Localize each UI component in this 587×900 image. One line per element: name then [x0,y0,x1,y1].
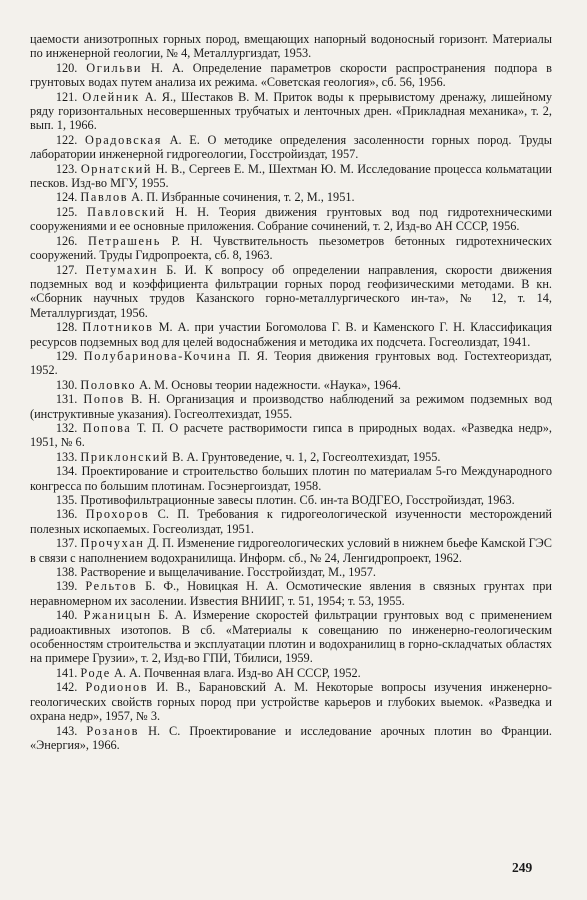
reference-number: 142. [55,680,86,695]
reference-entry-143 [30,724,552,753]
reference-number: 136. [55,507,86,522]
reference-entry-139 [30,579,552,608]
reference-text: Н. А. Определение параметров скорости распространения подпора в грунтовых водах путем анализа их режима. «Советская геология», сб. 56, 1956. [30,60,552,90]
reference-author: Ржаницын [83,608,152,623]
reference-text: Б. А. Измерение скоростей фильтрации грунтовых вод с применением радиоактивных изотопов. В сб. «Материалы к совещанию по инженерно-геологическим особенностям строительства и эксплуатации плотин и водохранилищ в горно-складчатых областях на примере Грузии», т. 2, Изд-во ГПИ, Тбилиси, 1959. [30,608,552,666]
reference-text: Н. Н. Теория движения грунтовых вод под гидротехническими сооружениями и ее основные приложения. Собрание сочинений, т. 2, Изд-во АН СССР, 1956. [30,204,552,234]
reference-text: Растворение и выщелачивание. Госстройиздат, М., 1957. [80,565,376,580]
reference-entry-continued [30,32,552,61]
reference-text: П. Я. Теория движения грунтовых вод. Гостехтеориздат, 1952. [30,348,553,378]
reference-entry-138 [30,565,552,579]
reference-number: 120. [55,60,87,75]
reference-entry-129 [30,349,552,378]
reference-entry-127 [30,263,552,321]
reference-entry-140 [30,608,552,666]
reference-list [30,32,552,752]
reference-number: 127. [55,262,86,277]
reference-entry-135 [30,493,552,507]
reference-author: Половко [80,377,137,392]
reference-text: В. А. Грунтоведение, ч. 1, 2, Госгеолтехиздат, 1955. [169,449,441,464]
reference-number: 131. [55,392,84,407]
reference-author: Прохоров [85,507,150,522]
reference-author: Павлов [80,190,129,205]
reference-number: 129. [55,348,84,363]
reference-entry-128 [30,320,552,349]
reference-author: Плотников [82,320,154,335]
reference-entry-136 [30,507,552,536]
reference-author: Олейник [82,89,140,104]
reference-author: Розанов [86,723,140,738]
reference-text: Д. П. Изменение гидрогеологических условий в нижнем бьефе Камской ГЭС в связи с наполнением водохранилища. Информ. сб., № 24, Ленгидропроект, 1962. [30,536,552,565]
reference-text: Противофильтрационные завесы плотин. Сб. ин-та ВОДГЕО, Госстройиздат, 1963. [80,493,515,507]
reference-author: Родионов [85,680,149,695]
reference-entry-142 [30,680,552,723]
reference-entry-125 [30,205,552,234]
reference-entry-137 [30,536,552,565]
reference-text: И. В., Барановский А. М. Некоторые вопросы изучения инженерно-геологических свойств горных пород при устройстве карьеров и глубоких выемок. «Разведка и охрана недр», 1957, № 3. [30,680,552,724]
reference-number: 123. [55,161,81,176]
reference-author: Орадовская [85,132,162,147]
reference-number: 121. [55,89,83,104]
reference-author: Орнатский [80,161,153,176]
reference-entry-124 [30,190,552,204]
reference-author: Попова [82,420,132,435]
reference-text: Б. И. К вопросу об определении направления, скорости движения подземных вод и коэффициента фильтрации горных пород геофизическими методами. В кн. «Сборник научных трудов Казанского горно-металлургического ин-та», № 12, т. 14, Металлургиздат, 1956. [30,262,552,320]
reference-text: А. Е. О методике определения засоленности горных пород. Труды лаборатории инженерной гидрогеологии, Госстройиздат, 1957. [30,132,553,162]
reference-entry-123 [30,162,552,191]
reference-number: 137. [55,536,81,551]
reference-number: 133. [55,449,81,464]
reference-author: Павловский [87,204,166,219]
reference-author: Полубаринова-Кочина [83,348,232,363]
reference-author: Рельтов [85,579,138,594]
reference-entry-126 [30,234,552,263]
reference-text: М. А. при участии Богомолова Г. В. и Каменского Г. Н. Классификация ресурсов подземных вод для целей водоснабжения и методика их подсчета. Госгеолиздат, 1941. [30,320,553,349]
reference-text: А. М. Основы теории надежности. «Наука», 1964. [136,377,401,392]
reference-text: В. Н. Организация и производство наблюдений за режимом подземных вод (инструктивные указания). Госгеолтехиздат, 1955. [30,392,553,421]
reference-number: 143. [55,723,87,738]
reference-number: 140. [55,608,84,623]
reference-number: 134. [55,464,82,479]
reference-author: Попов [83,392,125,407]
reference-number: 122. [55,132,85,147]
reference-number: 126. [55,233,88,248]
reference-entry-141 [30,666,552,680]
reference-author: Огильви [86,60,143,75]
reference-entry-132 [30,421,552,450]
reference-text: цаемости анизотропных горных пород, вмещающих напорный водоносный горизонт. Материалы по инженерной геологии, № 4, Металлургиздат, 1953. [30,32,552,61]
reference-entry-133 [30,450,552,464]
reference-text: Н. В., Сергеев Е. М., Шехтман Ю. М. Исследование процесса кольматации песков. Изд-во МГУ, 1955. [30,161,552,191]
reference-number: 138. [55,565,81,580]
reference-number: 132. [55,420,83,435]
reference-number: 135. [55,493,81,507]
reference-entry-131 [30,392,552,421]
reference-author: Приклонский [80,449,170,464]
reference-number: 130. [55,377,81,392]
reference-text: Н. С. Проектирование и исследование арочных плотин во Франции. «Энергия», 1966. [30,723,553,752]
reference-text: А. А. Почвенная влага. Изд-во АН СССР, 1952. [110,665,361,680]
reference-entry-122 [30,133,552,162]
reference-number: 124. [55,190,81,205]
reference-author: Роде [80,665,111,680]
reference-entry-134 [30,464,552,493]
reference-text: Т. П. О расчете растворимости гипса в природных водах. «Разведка недр», 1951, № 6. [30,420,553,450]
reference-number: 141. [55,665,81,680]
reference-text: С. П. Требования к гидрогеологической изученности месторождений полезных ископаемых. Госгеолиздат, 1951. [30,507,553,536]
reference-entry-121 [30,90,552,133]
reference-text: Б. Ф., Новицкая Н. А. Осмотические явления в связных грунтах при неравномерном их засолении. Известия ВНИИГ, т. 51, 1954; т. 53, 1955. [30,579,552,608]
reference-author: Прочухан [80,536,145,551]
reference-entry-130 [30,378,552,392]
reference-text: А. Я., Шестаков В. М. Приток воды к прерывистому дренажу, лишейному ряду горизонтальных несовершенных трубчатых и ленточных дрен. «Прикладная механика», т. 2, вып. 1, 1966. [30,89,553,133]
page-number: 249 [512,860,533,875]
reference-number: 139. [55,579,86,594]
reference-text: Р. Н. Чувствительность пьезометров бетонных гидротехнических сооружений. Труды Гидропроекта, сб. 8, 1963. [30,233,552,263]
reference-entry-120 [30,61,552,90]
reference-number: 128. [55,320,83,335]
reference-number: 125. [55,204,88,219]
reference-text: Проектирование и строительство больших плотин по материалам 5-го Международного конгресса по большим плотинам. Госэнергоиздат, 1958. [30,464,552,493]
reference-author: Петумахин [85,262,158,277]
reference-author: Петрашень [87,233,161,248]
reference-text: А. П. Избранные сочинения, т. 2, М., 1951. [128,190,355,205]
